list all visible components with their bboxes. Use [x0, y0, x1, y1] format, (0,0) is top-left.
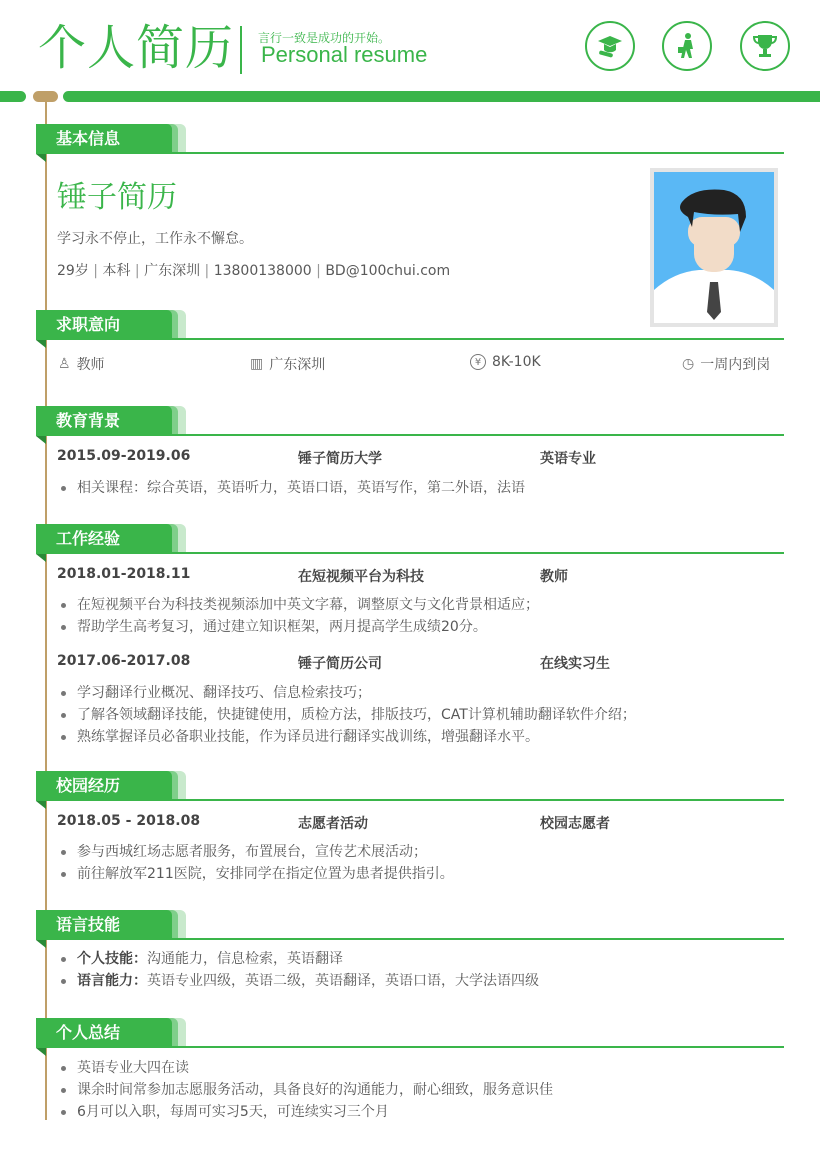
degree: 本科: [102, 263, 131, 279]
section-work: [36, 524, 784, 555]
header-bar-left: [0, 91, 26, 102]
intent-city: ▥ 广东深圳: [250, 356, 326, 373]
slogan: 言行一致是成功的开始。: [258, 31, 391, 45]
tie-icon: ♙: [58, 356, 71, 372]
education-bullets: 相关课程：综合英语，英语听力，英语口语，英语写作，第二外语，法语: [60, 477, 525, 499]
section-heading: 校园经历: [36, 771, 172, 800]
subtitle: Personal resume: [261, 42, 428, 67]
section-heading: 求职意向: [36, 310, 172, 339]
title-divider: [240, 26, 242, 74]
building-icon: ▥: [250, 356, 264, 372]
basic-info-line: 29岁 | 本科 | 广东深圳 | 13800138000 | BD@100chui.com: [57, 263, 451, 279]
graduation-cap-icon: [585, 21, 635, 71]
section-summary: [36, 1018, 784, 1049]
section-basic-info: [36, 124, 784, 155]
section-heading: 教育背景: [36, 406, 172, 435]
section-heading: 基本信息: [36, 124, 172, 153]
skill-item: 语言能力：英语专业四级，英语二级，英语翻译，英语口语，大学法语四级: [60, 970, 539, 992]
section-job-intent: [36, 310, 784, 341]
email: BD@100chui.com: [325, 263, 451, 279]
yen-icon: ¥: [470, 354, 486, 370]
phone: 13800138000: [213, 263, 312, 279]
timeline-line: [45, 100, 47, 1120]
skills-list: [60, 948, 539, 992]
section-education: [36, 406, 784, 437]
resume-title: 个人简历: [38, 20, 235, 76]
work-bullets: 学习翻译行业概况、翻译技巧、信息检索技巧； 了解各领域翻译技能，快捷键使用，质检方法，排版技巧，CAT计算机辅助翻译软件介绍； 熟练掌握译员必备职业技能，作为译员进行翻译实战训练，增强翻译水平。: [60, 682, 636, 748]
header-bar: [63, 91, 820, 102]
section-skills: [36, 910, 784, 941]
intent-salary: ¥ 8K-10K: [470, 354, 541, 370]
age: 29岁: [57, 263, 89, 279]
section-heading: 个人总结: [36, 1018, 172, 1047]
section-heading: 工作经验: [36, 524, 172, 553]
section-campus: [36, 771, 784, 802]
location: 广东深圳: [144, 263, 201, 279]
skill-item: 个人技能：沟通能力，信息检索，英语翻译: [60, 948, 539, 970]
section-heading: 语言技能: [36, 910, 172, 939]
trophy-icon: [740, 21, 790, 71]
avatar-photo: [650, 168, 778, 327]
intent-position: ♙ 教师: [58, 356, 105, 373]
walking-person-icon: [662, 21, 712, 71]
campus-bullets: 参与西城红场志愿者服务，布置展台，宣传艺术展活动； 前往解放军211医院，安排同学在指定位置为患者提供指引。: [60, 841, 454, 885]
intent-availability: ◷ 一周内到岗: [682, 356, 771, 373]
motto: 学习永不停止，工作永不懈怠。: [57, 231, 253, 247]
summary-bullets: 英语专业大四在读 课余时间常参加志愿服务活动，具备良好的沟通能力，耐心细致，服务意识佳 6月可以入职，每周可实习5天，可连续实习三个月: [60, 1057, 553, 1123]
candidate-name: 锤子简历: [57, 180, 177, 215]
work-bullets: 在短视频平台为科技类视频添加中英文字幕，调整原文与文化背景相适应； 帮助学生高考复习，通过建立知识框架，两月提高学生成绩20分。: [60, 594, 539, 638]
clock-icon: ◷: [682, 356, 695, 372]
